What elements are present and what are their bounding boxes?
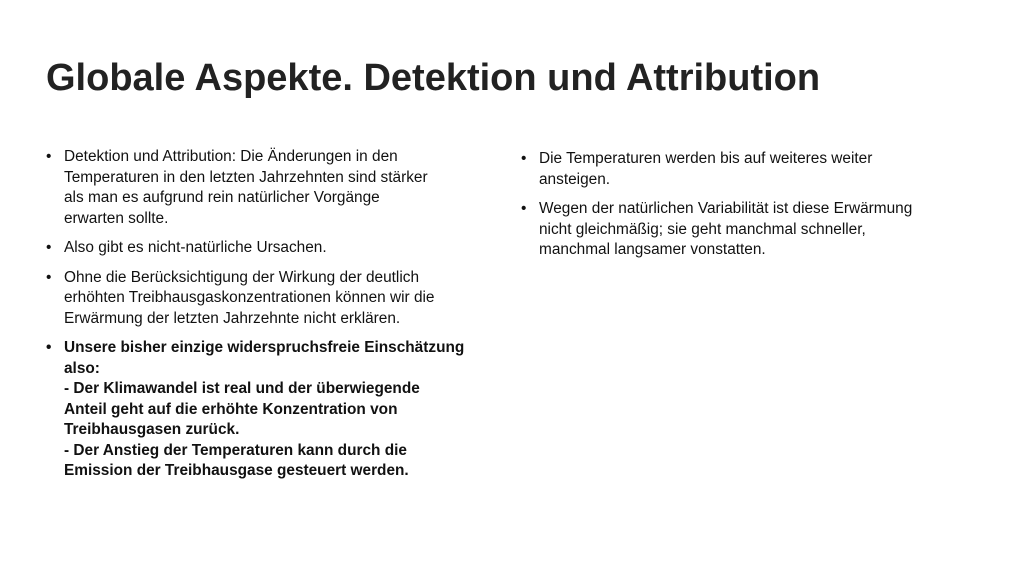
slide-title: Globale Aspekte. Detektion und Attribution: [46, 57, 821, 99]
right-column: [521, 149, 981, 270]
bullet-text-line: manchmal langsamer vonstatten.: [539, 241, 766, 258]
bullet-dot-icon: •: [46, 239, 52, 256]
bullet-text-line: Erwärmung der letzten Jahrzehnte nicht erklären.: [64, 309, 401, 327]
bullet-text-line: Also gibt es nicht-natürliche Ursachen.: [64, 239, 327, 256]
left-bullet-item: [46, 147, 506, 229]
bullet-text-line: Wegen der natürlichen Variabilität ist diese Erwärmung: [539, 200, 913, 217]
bullet-text-line: Unsere bisher einzige widerspruchsfreie Einschätzung: [64, 339, 465, 356]
left-column: [46, 147, 506, 491]
right-bullet-item: [521, 149, 981, 190]
bullet-text-line: Temperaturen in den letzten Jahrzehnten sind stärker: [64, 168, 428, 186]
bullet-text-line: - Der Klimawandel ist real und der überwiegende: [64, 380, 420, 397]
left-bullet-item: [46, 268, 506, 330]
left-bullet-list: [46, 147, 506, 482]
bullet-text-line: als man es aufgrund rein natürlicher Vorgänge: [64, 189, 380, 206]
right-bullet-item: [521, 199, 981, 261]
bullet-dot-icon: •: [521, 200, 527, 217]
bullet-text-line: ansteigen.: [539, 170, 611, 188]
bullet-dot-icon: •: [46, 339, 52, 356]
bullet-text-line: erhöhten Treibhausgaskonzentrationen können wir die: [64, 289, 435, 306]
left-bullet-item: [46, 238, 506, 259]
right-bullet-list: [521, 149, 981, 261]
bullet-text-line: Anteil geht auf die erhöhte Konzentration von: [64, 400, 398, 418]
bullet-text-line: Ohne die Berücksichtigung der Wirkung der deutlich: [64, 268, 420, 286]
bullet-dot-icon: •: [46, 148, 52, 165]
bullet-text-line: Die Temperaturen werden bis auf weiteres weiter: [539, 150, 873, 167]
bullet-text-line: - Der Anstieg der Temperaturen kann durch die: [64, 441, 407, 459]
bullet-text-line: Detektion und Attribution: Die Änderungen in den: [64, 148, 398, 165]
left-bullet-item: [46, 338, 506, 482]
bullet-text-line: also:: [64, 359, 100, 377]
bullet-text-line: nicht gleichmäßig; sie geht manchmal schneller,: [539, 220, 866, 238]
bullet-text-line: Treibhausgasen zurück.: [64, 421, 240, 438]
bullet-dot-icon: •: [46, 268, 52, 286]
bullet-text-line: Emission der Treibhausgase gesteuert werden.: [64, 462, 409, 479]
bullet-text-line: erwarten sollte.: [64, 209, 169, 227]
bullet-dot-icon: •: [521, 150, 527, 167]
